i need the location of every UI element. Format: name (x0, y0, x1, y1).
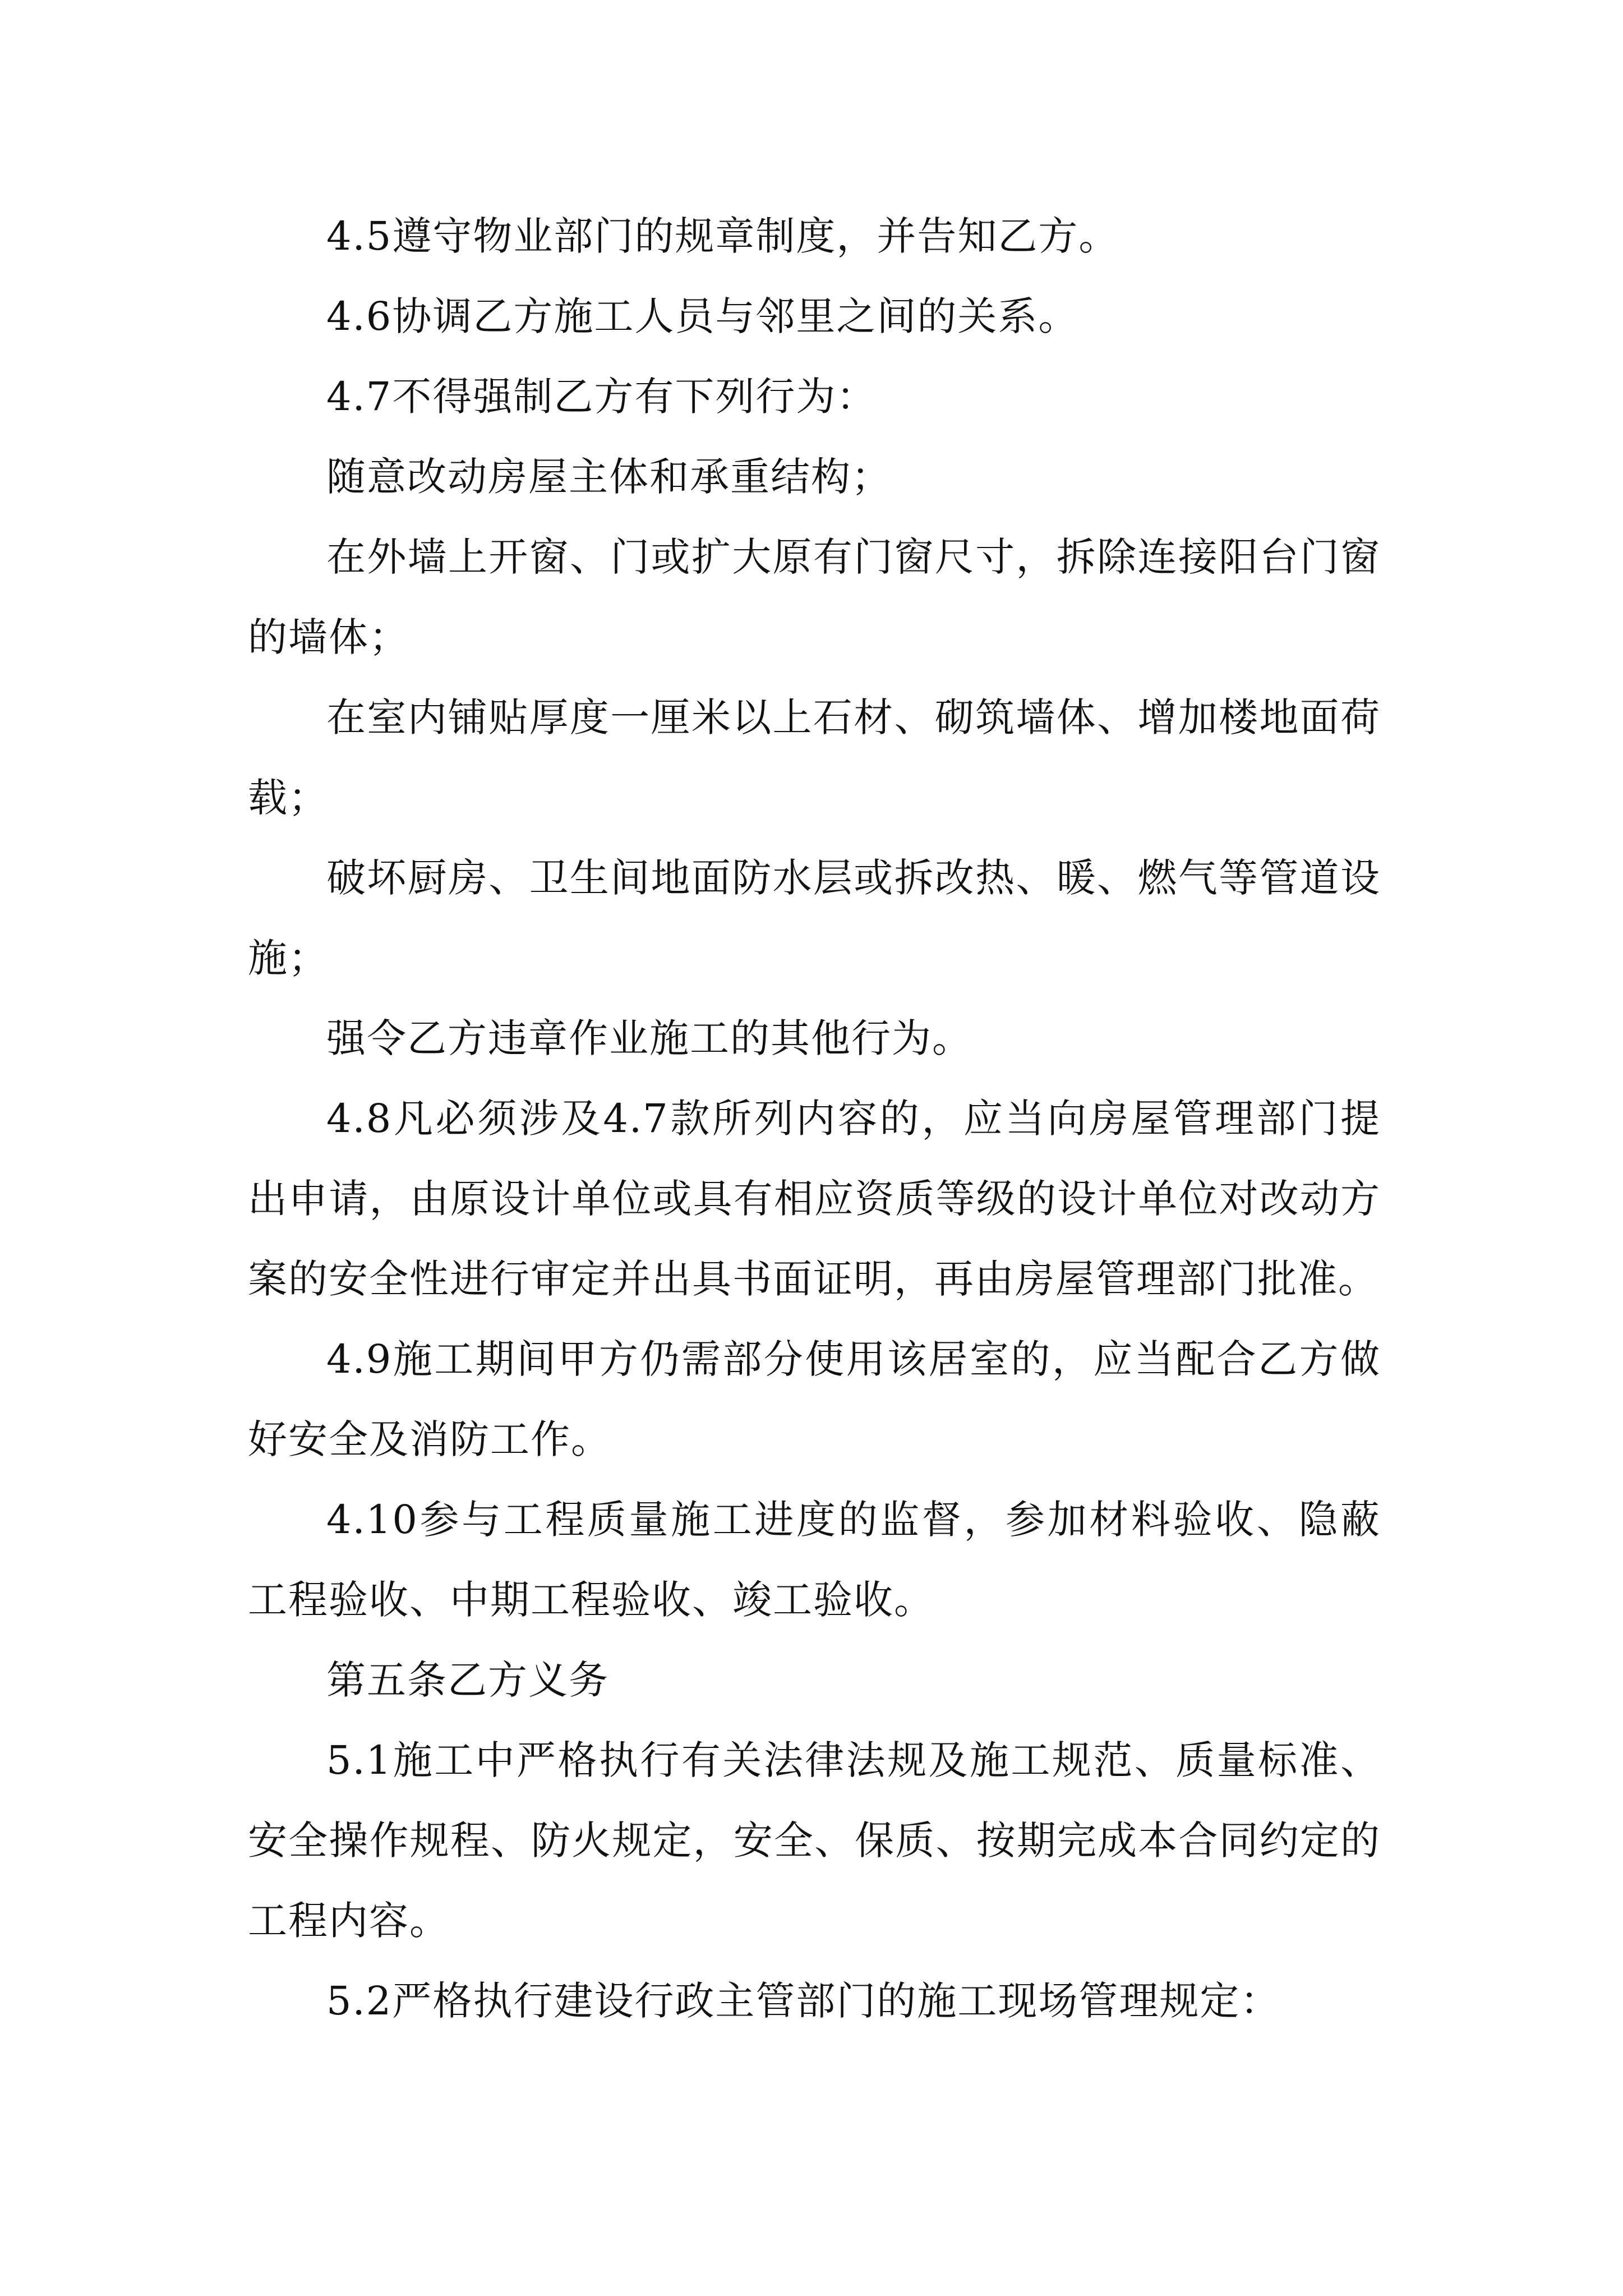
list-item-structure: 随意改动房屋主体和承重结构； (326, 454, 892, 500)
paragraph-4-9: 4.9施工期间甲方仍需部分使用该居室的，应当配合乙方做好安全及消防工作。 (248, 1336, 1381, 1462)
paragraph-5-1: 5.1施工中严格执行有关法律法规及施工规范、质量标准、安全操作规程、防火规定，安全、保质、按期完成本合同约定的工程内容。 (248, 1737, 1381, 1944)
document-body (248, 196, 1381, 2041)
list-item-windows: 在外墙上开窗、门或扩大原有门窗尺寸，拆除连接阳台门窗的墙体； (248, 534, 1381, 660)
paragraph-4-5: 4.5遵守物业部门的规章制度，并告知乙方。 (326, 213, 1119, 259)
list-item-other: 强令乙方违章作业施工的其他行为。 (326, 1015, 972, 1061)
paragraph-4-10: 4.10参与工程质量施工进度的监督，参加材料验收、隐蔽工程验收、中期工程验收、竣工验收。 (248, 1497, 1381, 1623)
paragraph-5-2: 5.2严格执行建设行政主管部门的施工现场管理规定： (326, 1978, 1281, 2024)
list-item-load: 在室内铺贴厚度一厘米以上石材、砌筑墙体、增加楼地面荷载； (248, 694, 1381, 821)
paragraph-4-8: 4.8凡必须涉及4.7款所列内容的，应当向房屋管理部门提出申请，由原设计单位或具有相应资质等级的设计单位对改动方案的安全性进行审定并出具书面证明，再由房屋管理部门批准。 (248, 1096, 1381, 1302)
list-item-waterproof: 破坏厨房、卫生间地面防水层或拆改热、暖、燃气等管道设施； (248, 855, 1381, 981)
section-heading-article-5: 第五条乙方义务 (326, 1657, 609, 1703)
paragraph-4-6: 4.6协调乙方施工人员与邻里之间的关系。 (326, 293, 1079, 339)
paragraph-4-7: 4.7不得强制乙方有下列行为： (326, 374, 877, 420)
